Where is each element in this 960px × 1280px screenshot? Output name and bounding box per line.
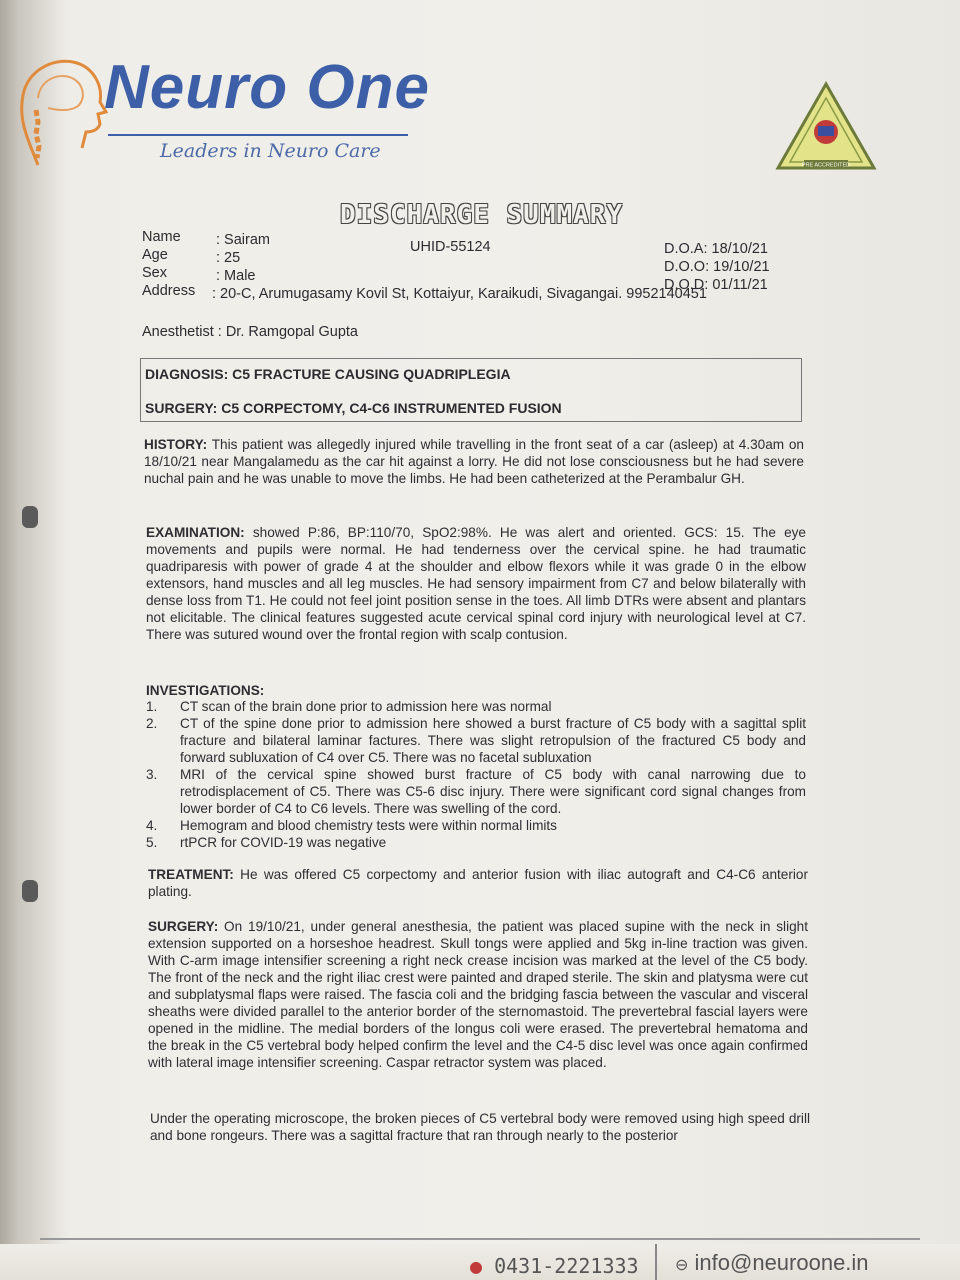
binder-hole [22, 506, 38, 528]
footer-email: ⊖ info@neuroone.in [675, 1250, 869, 1275]
footer-phone: ● 0431-2221333 [470, 1254, 639, 1278]
list-item: 1. CT scan of the brain done prior to admission here was normal [146, 699, 552, 714]
brand-tagline: Leaders in Neuro Care [160, 140, 381, 162]
examination-text: showed P:86, BP:110/70, SpO2:98%. He was alert and oriented. GCS: 15. The eye movements and pupils were normal. He had tenderness over the cervical spine. he had traumatic quadriparesis with power of grade 4 at the shoulder and elbow flexors while it was grade 0 in the elbow extensors, hand muscles and all leg muscles. He had sensory impairment from C7 and below bilaterally with dense loss from T1. He could not feel joint position sense in the toes. All limb DTRs were absent and plantars not elicitable. The clinical features suggested acute cervical spinal cord injury with neurological level at C7. There was sutured wound over the frontal region with scalp contusion. [146, 525, 806, 642]
list-item: 5. rtPCR for COVID-19 was negative [146, 835, 387, 850]
brain-head-logo-icon [8, 50, 108, 170]
sex-label: Sex [142, 265, 167, 281]
surgery-summary: SURGERY: C5 CORPECTOMY, C4-C6 INSTRUMENTED FUSION [145, 400, 562, 416]
name-value: : Sairam [216, 232, 270, 248]
accreditation-seal-icon [774, 80, 878, 174]
surgery-label: SURGERY: [148, 919, 219, 934]
brand-name: Neuro One [104, 53, 430, 122]
date-of-admission: D.O.A: 18/10/21 [664, 241, 768, 257]
list-item: 2. CT of the spine done prior to admission here showed a burst fracture of C5 body with a sagittal split fracture and bilateral laminar factures. There was slight retropulsion of the fractured C5 body and forward subluxation of C4 over C5. There was no facetal subluxation [146, 716, 806, 765]
anesthetist: Anesthetist : Dr. Ramgopal Gupta [142, 324, 358, 340]
binder-hole [22, 880, 38, 902]
age-label: Age [142, 247, 168, 263]
examination-label: EXAMINATION: [146, 525, 245, 540]
treatment-label: TREATMENT: [148, 867, 234, 882]
seal-label: PRE ACCREDITED [801, 162, 851, 169]
address-label: Address [142, 283, 196, 299]
address-value: : 20-C, Arumugasamy Kovil St, Kottaiyur, Karaikudi, Sivagangai. 9952140451 [212, 286, 707, 302]
examination-section [146, 524, 806, 643]
name-label: Name [142, 229, 181, 245]
diagnosis: DIAGNOSIS: C5 FRACTURE CAUSING QUADRIPLEGIA [145, 366, 511, 382]
investigations-list [146, 698, 806, 851]
list-item: 3. MRI of the cervical spine showed burst fracture of C5 body with canal narrowing due to retrodisplacement of C5. There was C5-6 disc injury. There were significant cord signal changes from lower border of C4 to C6 levels. There was swelling of the cord. [146, 767, 806, 816]
age-value: : 25 [216, 250, 241, 266]
brand-underline [108, 134, 408, 136]
treatment-text: He was offered C5 corpectomy and anterior fusion with iliac autograft and C4-C6 anterior plating. [148, 867, 808, 899]
email-icon: ⊖ [675, 1257, 689, 1274]
history-section [144, 436, 804, 487]
history-label: HISTORY: [144, 437, 208, 452]
phone-icon: ● [470, 1254, 483, 1278]
investigations-label: INVESTIGATIONS: [146, 683, 265, 698]
sex-value: : Male [216, 268, 256, 284]
surgery-text: On 19/10/21, under general anesthesia, the patient was placed supine with the neck in slight extension supported on a horseshoe headrest. Skull tongs were applied and 5kg in-line traction was given. With C-arm image intensifier screening a right neck crease incision was marked at the level of the C5 body. The front of the neck and the right iliac crest were painted and draped sterile. The skin and platysma were cut and subplatysmal flaps were raised. The fascia coli and the bridging fascia between the vascular and visceral sheaths were divided parallel to the anterior border of the sternomastoid. The prevertebral fascial layers were opened in the midline. The medial borders of the longus coli were erased. The prevertebral hematoma and the break in the C5 vertebral body helped confirm the level and the C4-5 disc level was once again confirmed with lateral image intensifier screening. Caspar retractor system was placed. [148, 919, 808, 1070]
document-title: DISCHARGE SUMMARY [340, 200, 624, 230]
history-text: This patient was allegedly injured while travelling in the front seat of a car (asleep) at 4.30am on 18/10/21 near Mangalamedu as the car hit against a lorry. He did not lose consciousness but he had severe nuchal pain and he was unable to move the limbs. He had been catheterized at the Perambalur GH. [144, 437, 804, 486]
date-of-discharge: D.O.D: 01/11/21 [664, 277, 768, 293]
uhid: UHID-55124 [410, 239, 491, 255]
treatment-section [148, 866, 808, 900]
list-item: 4. Hemogram and blood chemistry tests were within normal limits [146, 818, 557, 833]
surgery-paragraph-2: Under the operating microscope, the broken pieces of C5 vertebral body were removed using high speed drill and bone rongeurs. There was a sagittal fracture that ran through nearly to the posterior [150, 1111, 810, 1143]
date-of-operation: D.O.O: 19/10/21 [664, 259, 770, 275]
surgery-section [148, 918, 808, 1071]
